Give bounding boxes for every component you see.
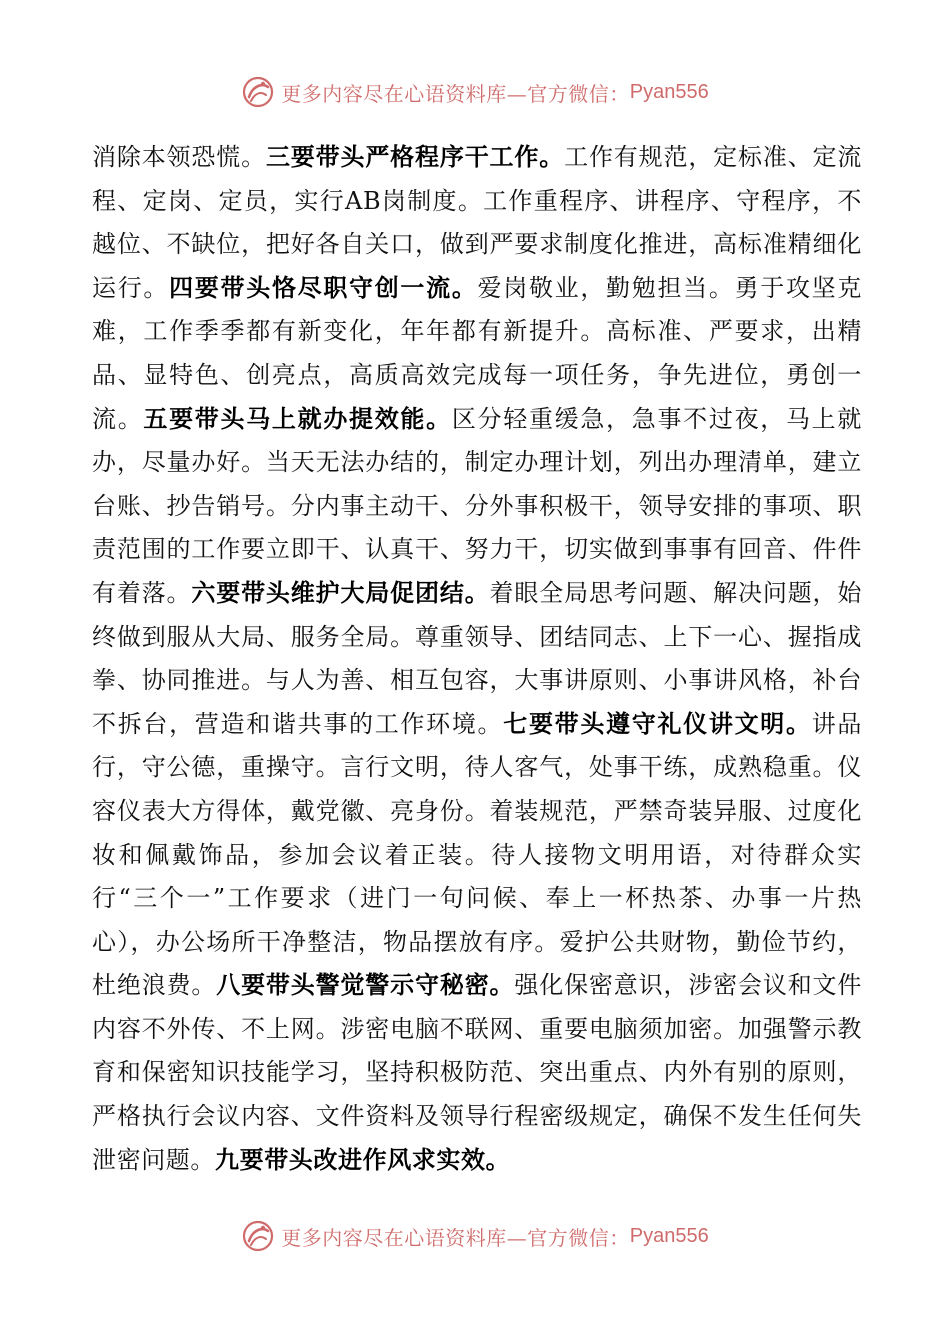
seal-logo-icon <box>241 75 275 109</box>
heading-4: 四要带头恪尽职守创一流。 <box>169 273 478 302</box>
heading-5: 五要带头马上就办提效能。 <box>143 404 452 433</box>
body-text-7: 讲品行，守公德，重操守。言行文明，待人客气，处事干练，成熟稳重。仪容仪表大方得体，戴党徽、亮身份。着装规范，严禁奇装异服、过度化妆和佩戴饰品，参加会议着正装。待人接物文明用语，对待群众实行“三个一”工作要求（进门一句问候、奉上一杯热茶、办事一片热心），办公场所干净整洁，物品摆放有序。爱护公共财物，勤俭节约，杜绝浪费。 <box>92 709 862 1000</box>
body-text-5: 区分轻重缓急，急事不过夜，马上就办，尽量办好。当天无法办结的，制定办理计划，列出办理清单，建立台账、抄告销号。分内事主动干、分外事积极干，领导安排的事项、职责范围的工作要立即干、认真干、努力干，切实做到事事有回音、件件有着落。 <box>92 404 862 607</box>
banner-text: 更多内容尽在心语资料库—官方微信： <box>281 81 630 106</box>
heading-7: 七要带头遵守礼仪讲文明。 <box>503 709 812 738</box>
heading-6: 六要带头维护大局促团结。 <box>191 578 490 607</box>
banner-text: 更多内容尽在心语资料库—官方微信： <box>281 1225 630 1250</box>
body-text-6: 着眼全局思考问题、解决问题，始终做到服从大局、服务全局。尊重领导、团结同志、上下一心、握指成拳、协同推进。与人为善、相互包容，大事讲原则、小事讲风格，补台不拆台，营造和谐共事的工作环境。 <box>92 578 862 738</box>
header-watermark-banner <box>0 72 950 112</box>
banner-wechat-id: Pyan556 <box>629 80 709 103</box>
heading-8: 八要带头警觉警示守秘密。 <box>216 971 515 1000</box>
body-text-3: 工作有规范，定标准、定流程、定岗、定员，实行AB岗制度。工作重程序、讲程序、守程序，不越位、不缺位，把好各自关口，做到严要求制度化推进，高标准精细化运行。 <box>92 143 863 302</box>
heading-9: 九要带头改进作风求实效。 <box>215 1145 511 1174</box>
body-text-8: 强化保密意识，涉密会议和文件内容不外传、不上网。涉密电脑不联网、重要电脑须加密。加强警示教育和保密知识技能学习，坚持积极防范、突出重点、内外有别的原则，严格执行会议内容、文件资料及领导行程密级规定，确保不发生任何失泄密问题。 <box>92 971 862 1174</box>
seal-logo-icon <box>241 1219 275 1253</box>
heading-3: 三要带头严格程序干工作。 <box>265 143 565 171</box>
body-text-1: 消除本领恐慌。 <box>92 143 266 171</box>
footer-watermark-banner <box>0 1216 950 1256</box>
document-body <box>92 136 862 1182</box>
banner-wechat-id: Pyan556 <box>629 1224 709 1247</box>
body-text-4: 爱岗敬业，勤勉担当。勇于攻坚克难，工作季季都有新变化，年年都有新提升。高标准、严要求，出精品、显特色、创亮点，高质高效完成每一项任务，争先进位，勇创一流。 <box>92 273 862 433</box>
